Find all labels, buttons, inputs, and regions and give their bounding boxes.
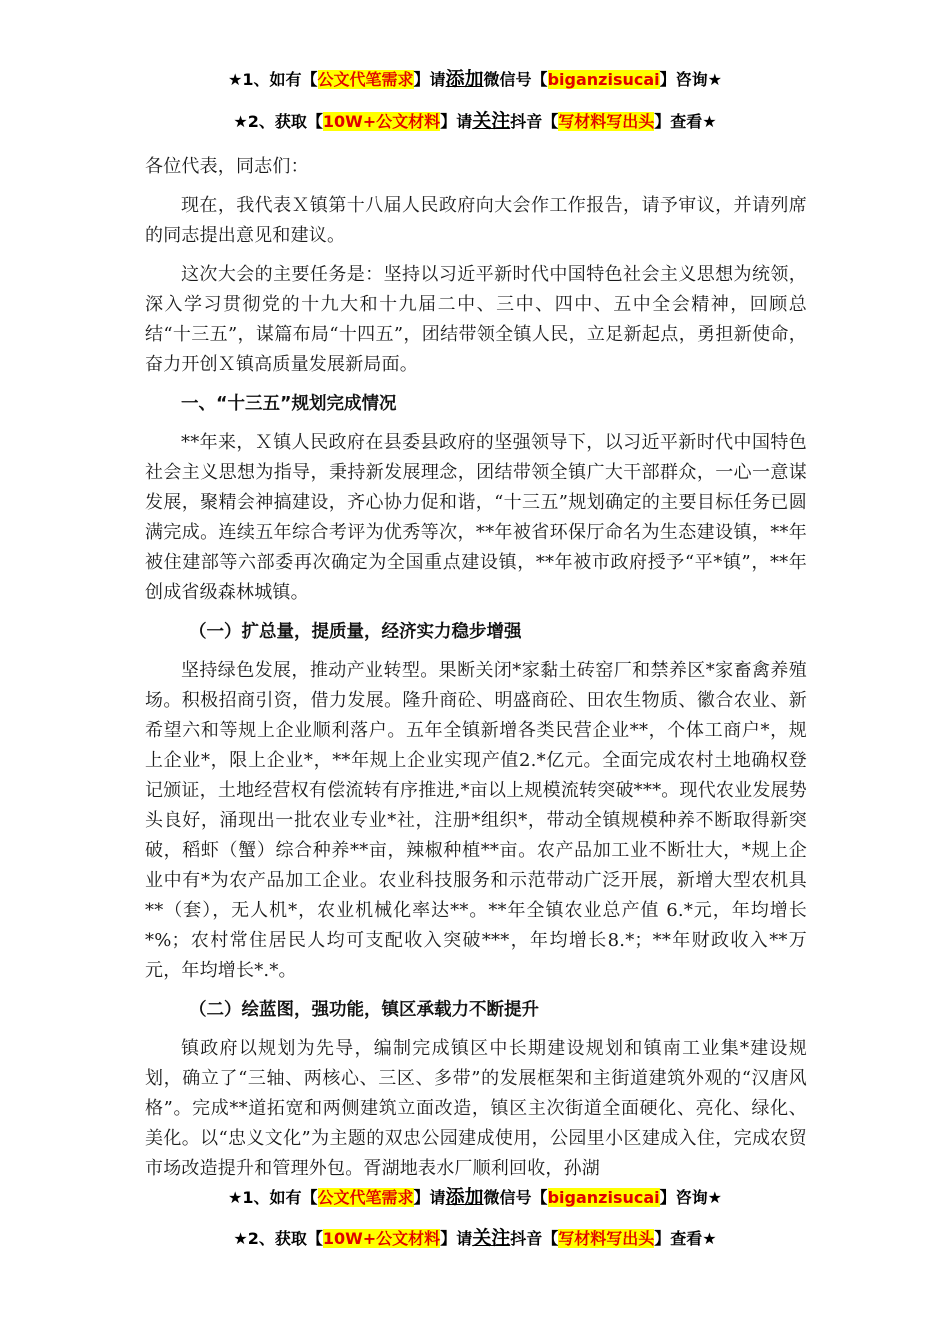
promo-text: 微信号【 [483,70,548,89]
document-body [145,152,807,1193]
promo-text: 】请 [413,1188,446,1207]
footer-promo-line-1 [0,1186,950,1209]
promo-text: 】请 [440,112,473,131]
promo-text: 抖音【 [510,112,559,131]
section-heading-1: 一、“十三五”规划完成情况 [181,394,397,414]
promo-highlight-materials: 10W+公文材料 [322,1229,441,1248]
promo-text: 微信号【 [483,1188,548,1207]
promo-highlight-materials: 10W+公文材料 [322,112,441,131]
promo-text: 】查看★ [654,1229,717,1248]
promo-underlined-action: 关注 [472,110,511,132]
promo-text: ★1、如有【 [228,1188,318,1207]
promo-text: 】查看★ [654,112,717,131]
promo-text: 】咨询★ [659,1188,722,1207]
paragraph-main-tasks: 这次大会的主要任务是：坚持以习近平新时代中国特色社会主义思想为统领，深入学习贯彻党的十九大和十九届二中、三中、四中、五中全会精神，回顾总结“十三五”，谋篇布局“十四五”，团结带领全镇人民，立足新起点，勇担新使命，奋力开创Ｘ镇高质量发展新局面。 [145,264,807,375]
promo-highlight-douyin-account: 写材料写出头 [558,112,655,131]
promo-highlight-service: 公文代笔需求 [317,1188,414,1207]
header-promo-line-1 [0,68,950,91]
promo-underlined-action: 关注 [472,1227,511,1249]
paragraph-intro: 现在，我代表Ｘ镇第十八届人民政府向大会作工作报告，请予审议，并请列席的同志提出意见和建议。 [145,195,807,246]
promo-text: 】咨询★ [659,70,722,89]
promo-highlight-service: 公文代笔需求 [317,70,414,89]
promo-highlight-wechat-id: biganzisucai [547,70,660,89]
paragraph-economy: 坚持绿色发展，推动产业转型。果断关闭*家黏土砖窑厂和禁养区*家畜禽养殖场。积极招商引资，借力发展。隆升商砼、明盛商砼、田农生物质、徽合农业、新希望六和等规上企业顺利落户。五年全镇新增各类民营企业**，个体工商户*，规上企业*，限上企业*，**年规上企业实现产值2.*亿元。全面完成农村土地确权登记颁证，土地经营权有偿流转有序推进,*亩以上规模流转突破***。现代农业发展势头良好，涌现出一批农业专业*社，注册*组织*，带动全镇规模种养不断取得新突破，稻虾（蟹）综合种养**亩，辣椒种植**亩。农产品加工业不断壮大，*规上企业中有*为农产品加工企业。农业科技服务和示范带动广泛开展，新增大型农机具**（套），无人机*，农业机械化率达**。**年全镇农业总产值 6.*元，年均增长*%；农村常住居民人均可支配收入突破***，年均增长8.*；**年财政收入**万元，年均增长*.*。 [145,660,807,981]
paragraph-overview: **年来，Ｘ镇人民政府在县委县政府的坚强领导下，以习近平新时代中国特色社会主义思想为指导，秉持新发展理念，团结带领全镇广大干部群众，一心一意谋发展，聚精会神搞建设，齐心协力促和谐，“十三五”规划确定的主要目标任务已圆满完成。连续五年综合考评为优秀等次，**年被省环保厅命名为生态建设镇，**年被住建部等六部委再次确定为全国重点建设镇，**年被市政府授予“平*镇”，**年创成省级森林城镇。 [145,432,807,603]
promo-text: ★2、获取【 [233,1229,323,1248]
promo-text: 】请 [413,70,446,89]
salutation: 各位代表，同志们： [145,156,309,177]
promo-highlight-wechat-id: biganzisucai [547,1188,660,1207]
promo-underlined-action: 添加 [445,68,484,90]
subsection-heading-1: （一）扩总量，提质量，经济实力稳步增强 [189,622,522,642]
subsection-heading-2: （二）绘蓝图，强功能，镇区承载力不断提升 [189,1000,539,1020]
promo-text: 】请 [440,1229,473,1248]
header-promo-line-2 [0,110,950,133]
promo-text: ★1、如有【 [228,70,318,89]
promo-highlight-douyin-account: 写材料写出头 [558,1229,655,1248]
paragraph-town-planning: 镇政府以规划为先导，编制完成镇区中长期建设规划和镇南工业集*建设规划，确立了“三轴、两核心、三区、多带”的发展框架和主街道建筑外观的“汉唐风格”。完成**道拓宽和两侧建筑立面改造，镇区主次街道全面硬化、亮化、绿化、美化。以“忠义文化”为主题的双忠公园建成使用，公园里小区建成入住，完成农贸市场改造提升和管理外包。胥湖地表水厂顺利回收，孙湖 [145,1038,807,1179]
promo-text: 抖音【 [510,1229,559,1248]
footer-promo-line-2 [0,1227,950,1250]
promo-text: ★2、获取【 [233,112,323,131]
promo-underlined-action: 添加 [445,1186,484,1208]
